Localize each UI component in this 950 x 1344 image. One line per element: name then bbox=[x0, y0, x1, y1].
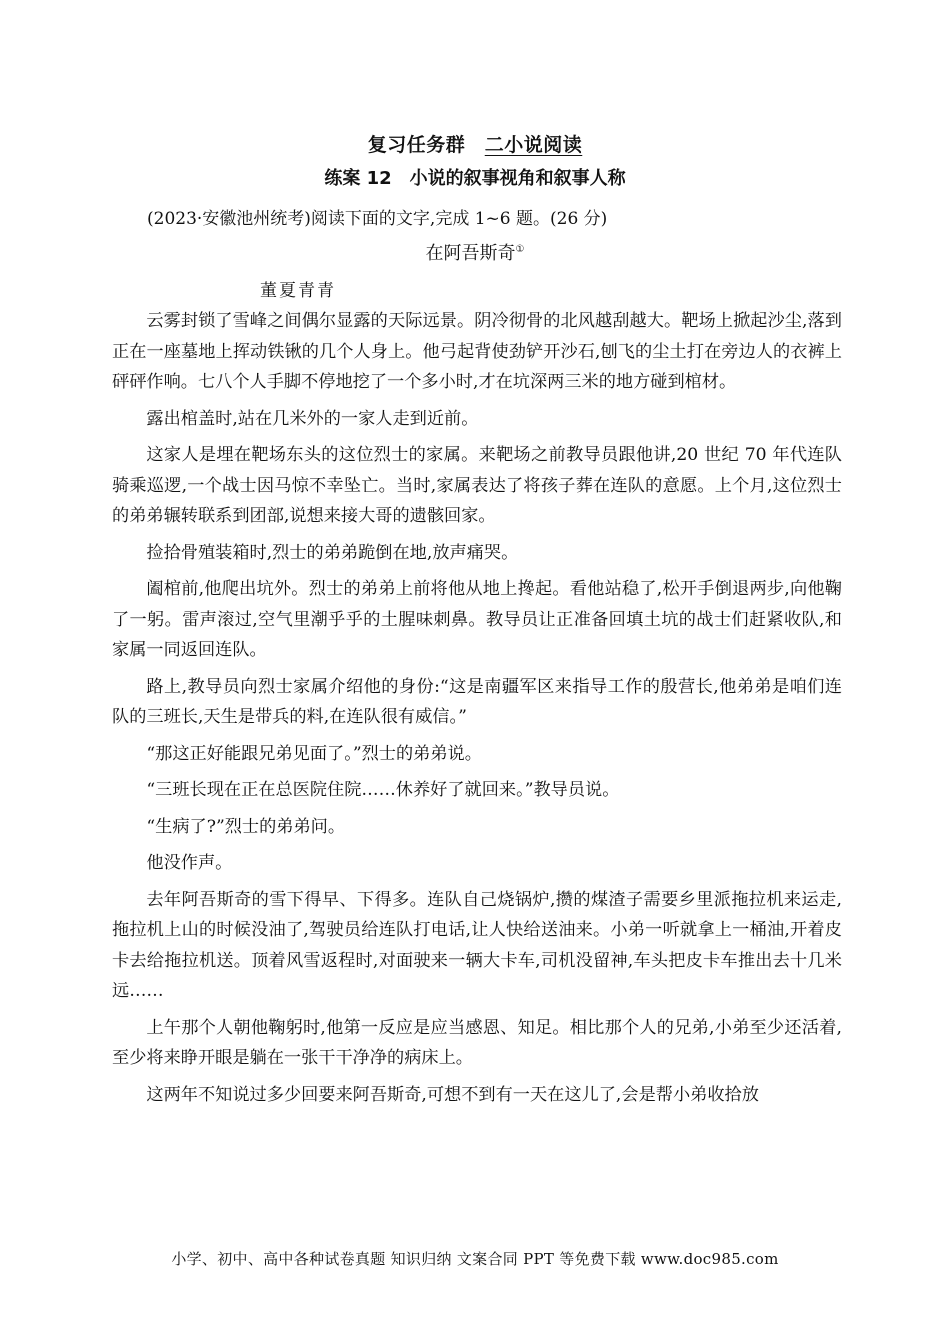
footnote-marker: ① bbox=[515, 244, 525, 255]
story-body bbox=[112, 306, 842, 1116]
paragraph: 上午那个人朝他鞠躬时,他第一反应是应当感恩、知足。相比那个人的兄弟,小弟至少还活着,至少将来睁开眼是躺在一张干干净净的病床上。 bbox=[112, 1017, 842, 1068]
paragraph: 露出棺盖时,站在几米外的一家人走到近前。 bbox=[146, 408, 479, 429]
paragraph: “那这正好能跟兄弟见面了。”烈士的弟弟说。 bbox=[146, 743, 482, 764]
paragraph: “生病了?”烈士的弟弟问。 bbox=[146, 816, 346, 837]
paragraph: 这家人是埋在靶场东头的这位烈士的家属。来靶场之前教导员跟他讲,20 世纪 70 年代连队骑乘巡逻,一个战士因马惊不幸坠亡。当时,家属表达了将孩子葬在连队的意愿。上个月,这位烈士的弟弟辗转联系到团部,说想来接大哥的遗骸回家。 bbox=[112, 445, 842, 526]
story-author: 董夏青青 bbox=[260, 281, 336, 301]
story-title-line bbox=[0, 239, 950, 265]
paragraph: 云雾封锁了雪峰之间偶尔显露的天际远景。阴冷彻骨的北风越刮越大。靶场上掀起沙尘,落到正在一座墓地上挥动铁锹的几个人身上。他弓起背使劲铲开沙石,刨飞的尘土打在旁边人的衣裤上砰砰作响。七八个人手脚不停地挖了一个多小时,才在坑深两三米的地方碰到棺材。 bbox=[112, 311, 842, 392]
paragraph: 这两年不知说过多少回要来阿吾斯奇,可想不到有一天在这儿了,会是帮小弟收拾放 bbox=[146, 1084, 759, 1105]
paragraph: 阖棺前,他爬出坑外。烈士的弟弟上前将他从地上搀起。看他站稳了,松开手倒退两步,向他鞠了一躬。雷声滚过,空气里潮乎乎的土腥味刺鼻。教导员让正准备回填土坑的战士们赶紧收队,和家属一同返回连队。 bbox=[112, 579, 842, 660]
paragraph: 去年阿吾斯奇的雪下得早、下得多。连队自己烧锅炉,攒的煤渣子需要乡里派拖拉机来运走,拖拉机上山的时候没油了,驾驶员给连队打电话,让人快给送油来。小弟一听就拿上一桶油,开着皮卡去给拖拉机送。顶着风雪返程时,对面驶来一辆大卡车,司机没留神,车头把皮卡车推出去十几米远…… bbox=[112, 889, 842, 1001]
story-title: 在阿吾斯奇 bbox=[425, 243, 516, 264]
instruction-text: (2023·安徽池州统考)阅读下面的文字,完成 1~6 题。(26 分) bbox=[147, 209, 608, 229]
task-group-prefix: 复习任务群 bbox=[367, 134, 466, 156]
paragraph: 路上,教导员向烈士家属介绍他的身份:“这是南疆军区来指导工作的殷营长,他弟弟是咱们连队的三班长,天生是带兵的料,在连队很有威信。” bbox=[112, 676, 842, 727]
task-group-heading bbox=[0, 130, 950, 157]
paragraph: “三班长现在正在总医院住院……休养好了就回来。”教导员说。 bbox=[146, 780, 620, 800]
task-group-name: 二小说阅读 bbox=[484, 134, 583, 156]
paragraph: 他没作声。 bbox=[146, 853, 233, 873]
paragraph: 捡拾骨殖装箱时,烈士的弟弟跪倒在地,放声痛哭。 bbox=[146, 542, 519, 563]
page-footer: 小学、初中、高中各种试卷真题 知识归纳 文案合同 PPT 等免费下载 www.doc985.com bbox=[171, 1250, 779, 1268]
exercise-title: 练案 12 小说的叙事视角和叙事人称 bbox=[324, 168, 626, 189]
